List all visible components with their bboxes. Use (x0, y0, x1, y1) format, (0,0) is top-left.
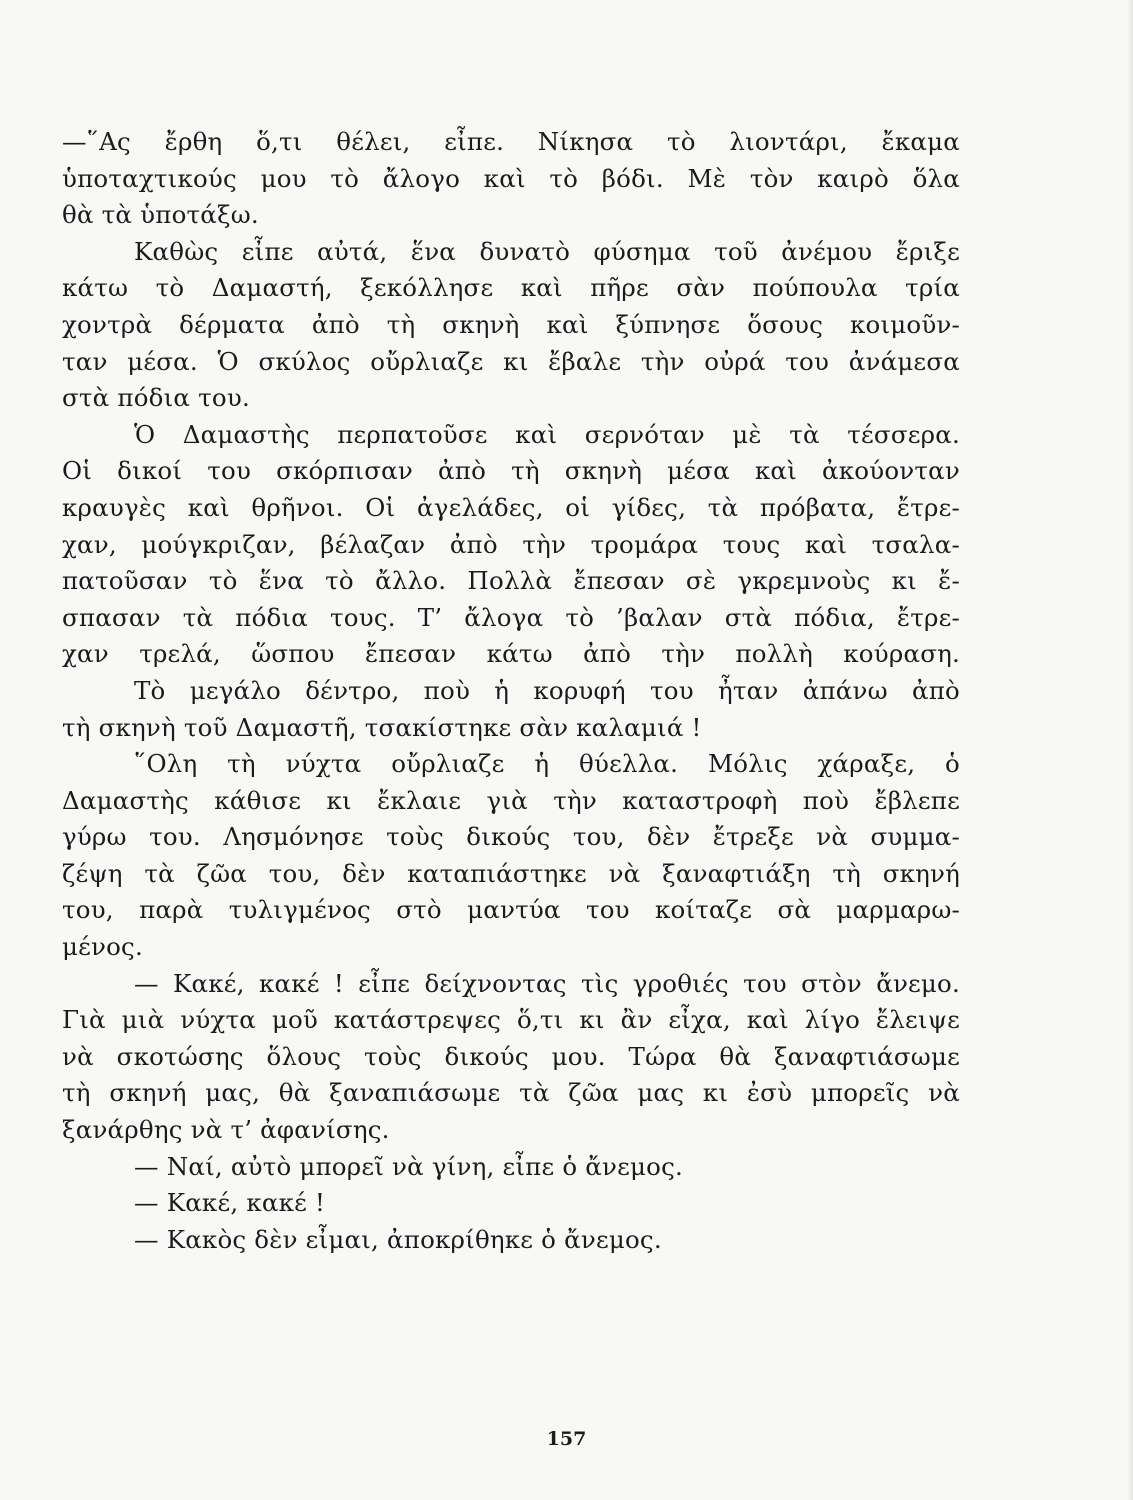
text-line: —῞Ας ἔρθη ὅ,τι θέλει, εἶπε. Νίκησα τὸ λιοντάρι, ἔκαμα (62, 127, 960, 156)
text-line: κάτω τὸ Δαμαστή, ξεκόλλησε καὶ πῆρε σὰν πούπουλα τρία (62, 273, 960, 303)
text-line: στὰ πόδια του. (62, 383, 250, 413)
text-line: θὰ τὰ ὑποτάξω. (62, 200, 259, 230)
text-line: ῞Ολη τὴ νύχτα οὔρλιαζε ἡ θύελλα. Μόλις χάραξε, ὁ (134, 749, 960, 779)
text-line: — Κακέ, κακέ ! εἶπε δείχνοντας τὶς γροθιές του στὸν ἄνεμο. (134, 968, 960, 998)
text-line: τὴ σκηνὴ τοῦ Δαμαστῆ, τσακίστηκε σὰν καλαμιά ! (62, 712, 702, 742)
text-line: Γιὰ μιὰ νύχτα μοῦ κατάστρεψες ὅ,τι κι ἂν εἶχα, καὶ λίγο ἔλειψε (62, 1005, 960, 1035)
text-line: πατοῦσαν τὸ ἕνα τὸ ἄλλο. Πολλὰ ἔπεσαν σὲ γκρεμνοὺς κι ἔ- (62, 566, 960, 596)
page-number: 157 (546, 1428, 587, 1450)
text-line: χαν, μούγκριζαν, βέλαζαν ἀπὸ τὴν τρομάρα τους καὶ τσαλα- (62, 529, 960, 559)
text-line: Οἱ δικοί του σκόρπισαν ἀπὸ τὴ σκηνὴ μέσα καὶ ἀκούονταν (62, 456, 960, 486)
text-line: — Κακὸς δὲν εἶμαι, ἀποκρίθηκε ὁ ἄνεμος. (134, 1224, 662, 1254)
text-line: ξανάρθης νὰ τ’ ἀφανίσης. (62, 1115, 390, 1145)
text-line: — Ναί, αὐτὸ μπορεῖ νὰ γίνη, εἶπε ὁ ἄνεμος. (134, 1151, 684, 1181)
text-line: Δαμαστὴς κάθισε κι ἔκλαιε γιὰ τὴν καταστροφὴ ποὺ ἔβλεπε (62, 785, 960, 815)
text-line: ὑποταχτικούς μου τὸ ἄλογο καὶ τὸ βόδι. Μὲ τὸν καιρὸ ὅλα (62, 163, 960, 193)
body-text (62, 124, 960, 1258)
text-line: γύρω του. Λησμόνησε τοὺς δικούς του, δὲν ἔτρεξε νὰ συμμα- (62, 822, 960, 852)
text-line: σπασαν τὰ πόδια τους. Τ’ ἄλογα τὸ ’βαλαν στὰ πόδια, ἔτρε- (62, 602, 960, 632)
text-line: Ὁ Δαμαστὴς περπατοῦσε καὶ σερνόταν μὲ τὰ τέσσερα. (134, 419, 960, 449)
text-line: τὴ σκηνή μας, θὰ ξαναπιάσωμε τὰ ζῶα μας κι ἐσὺ μπορεῖς νὰ (62, 1078, 960, 1108)
text-line: μένος. (62, 932, 143, 962)
text-line: — Κακέ, κακέ ! (134, 1188, 326, 1218)
text-line: του, παρὰ τυλιγμένος στὸ μαντύα του κοίταζε σὰ μαρμαρω- (62, 895, 960, 925)
text-line: νὰ σκοτώσης ὅλους τοὺς δικούς μου. Τώρα θὰ ξαναφτιάσωμε (62, 1041, 960, 1071)
text-line: ταν μέσα. Ὁ σκύλος οὔρλιαζε κι ἔβαλε τὴν οὐρά του ἀνάμεσα (62, 346, 960, 376)
text-line: Τὸ μεγάλο δέντρο, ποὺ ἡ κορυφή του ἦταν ἀπάνω ἀπὸ (134, 675, 960, 705)
text-line: χαν τρελά, ὥσπου ἔπεσαν κάτω ἀπὸ τὴν πολλὴ κούραση. (62, 639, 960, 669)
text-line: Καθὼς εἶπε αὐτά, ἕνα δυνατὸ φύσημα τοῦ ἀνέμου ἔριξε (134, 236, 960, 266)
text-line: ζέψη τὰ ζῶα του, δὲν καταπιάστηκε νὰ ξαναφτιάξη τὴ σκηνή (62, 858, 960, 888)
page-edge-shadow (1127, 0, 1133, 1500)
text-line: χοντρὰ δέρματα ἀπὸ τὴ σκηνὴ καὶ ξύπνησε ὅσους κοιμοῦν- (62, 309, 960, 339)
text-line: κραυγὲς καὶ θρῆνοι. Οἱ ἀγελάδες, οἱ γίδες, τὰ πρόβατα, ἔτρε- (62, 492, 960, 522)
